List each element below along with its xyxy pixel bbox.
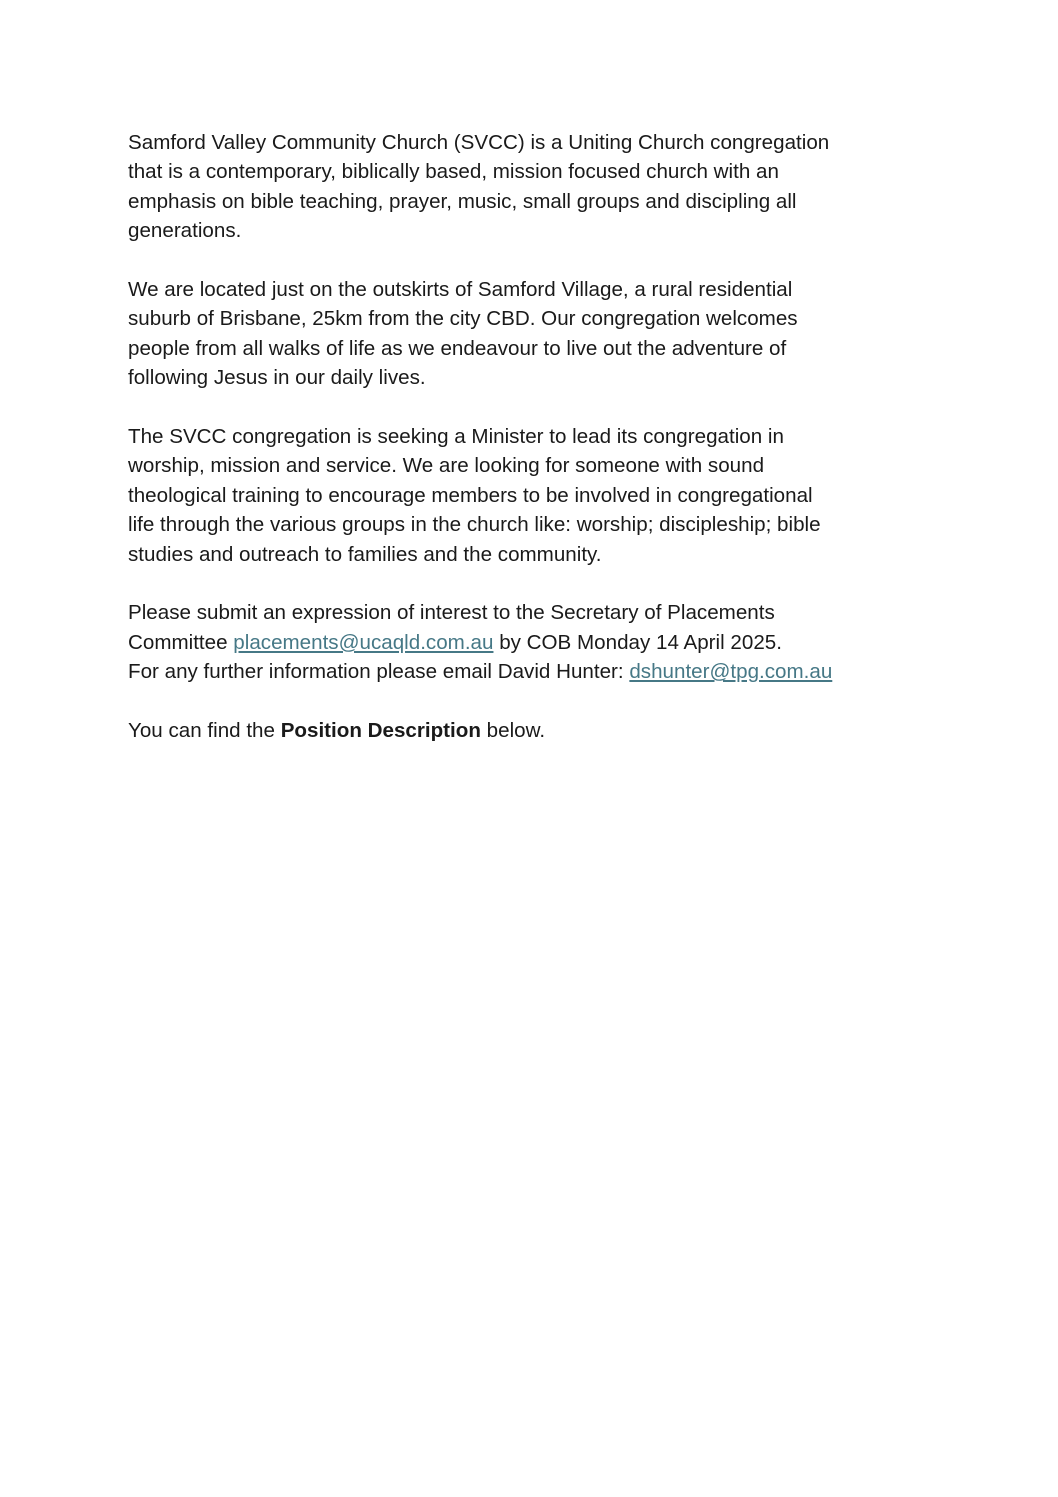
submission-line-1: Please submit an expression of interest to the Secretary of Placements (128, 601, 775, 625)
document-body (128, 128, 940, 775)
submission-paragraph (128, 598, 940, 686)
closing-line (128, 716, 940, 745)
location-paragraph (128, 275, 940, 393)
position-description-bold: Position Description (280, 719, 481, 743)
intro-line-4: generations. (128, 219, 242, 243)
position-line-3: theological training to encourage members to be involved in congregational (128, 483, 813, 507)
closing-suffix: below. (480, 719, 546, 743)
submission-line-2 (128, 628, 940, 657)
intro-line-2: that is a contemporary, biblically based, mission focused church with an (128, 160, 779, 184)
intro-line-3: emphasis on bible teaching, prayer, music, small groups and discipling all (128, 189, 797, 213)
location-line-2: suburb of Brisbane, 25km from the city CBD. Our congregation welcomes (128, 307, 798, 331)
contact-line-prefix: For any further information please email David Hunter: (128, 660, 630, 684)
position-line-5: studies and outreach to families and the community. (128, 542, 602, 566)
submission-line-3 (128, 657, 940, 686)
position-line-1: The SVCC congregation is seeking a Minister to lead its congregation in (128, 425, 784, 449)
location-line-4: following Jesus in our daily lives. (128, 366, 426, 390)
contact-email-link[interactable]: dshunter@tpg.com.au (629, 660, 833, 684)
intro-paragraph (128, 128, 940, 246)
submission-line-2-prefix: Committee (128, 630, 234, 654)
submission-line-2-suffix: by COB Monday 14 April 2025. (493, 630, 782, 654)
intro-line-1: Samford Valley Community Church (SVCC) is a Uniting Church congregation (128, 131, 830, 154)
location-line-1: We are located just on the outskirts of Samford Village, a rural residential (128, 278, 793, 302)
position-line-4: life through the various groups in the church like: worship; discipleship; bible (128, 513, 821, 537)
placements-email-link[interactable]: placements@ucaqld.com.au (233, 630, 494, 654)
position-line-2: worship, mission and service. We are looking for someone with sound (128, 454, 765, 478)
closing-prefix: You can find the (128, 719, 281, 743)
position-paragraph (128, 422, 940, 569)
location-line-3: people from all walks of life as we endeavour to live out the adventure of (128, 336, 787, 360)
closing-paragraph (128, 716, 940, 745)
